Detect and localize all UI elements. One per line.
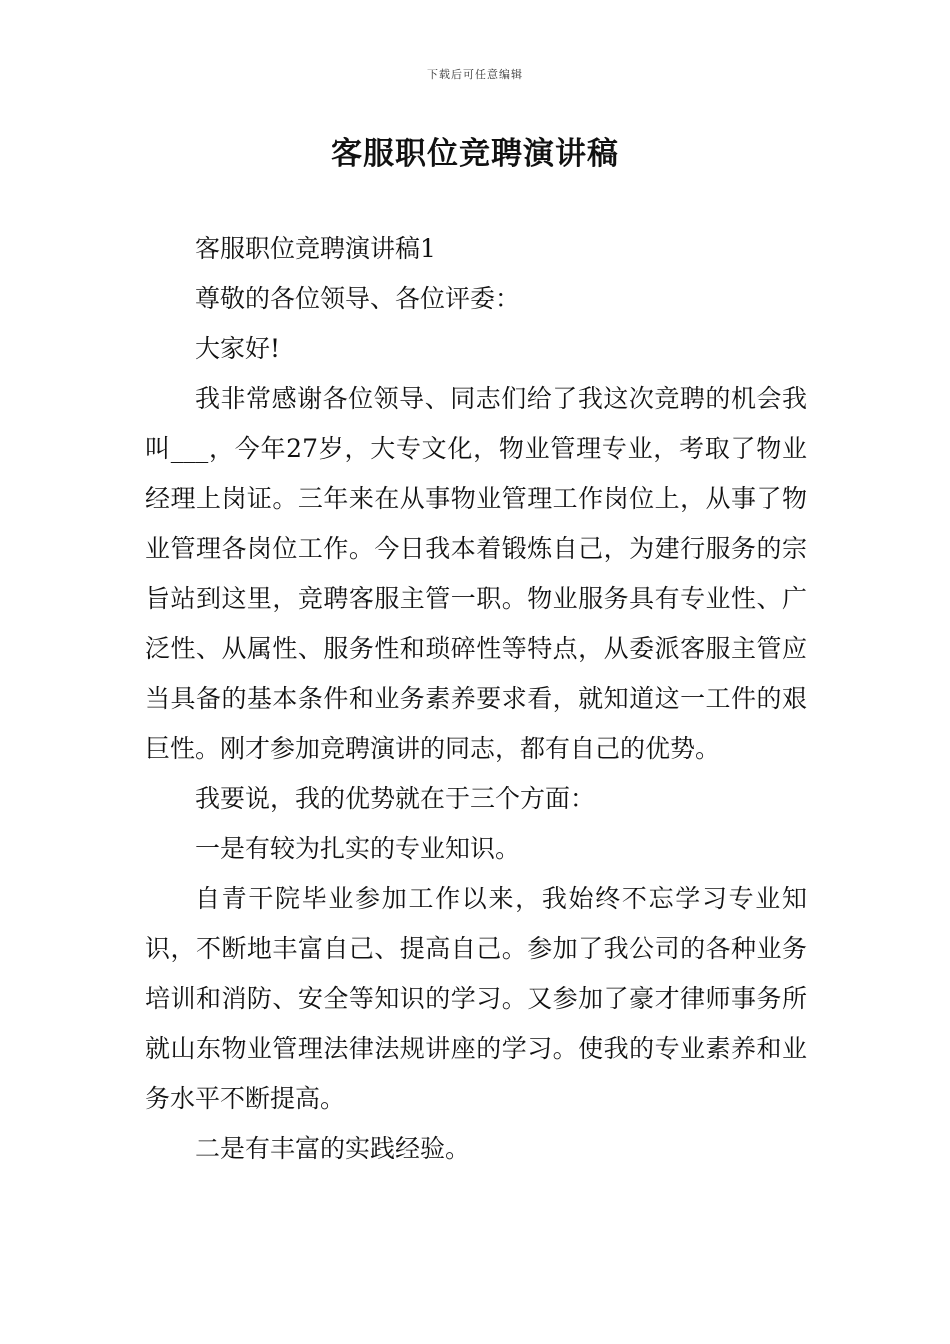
- paragraph-point-one: 一是有较为扎实的专业知识。: [195, 834, 521, 863]
- paragraph-point-two: 二是有丰富的实践经验。: [195, 1134, 471, 1163]
- paragraph-point-one-detail: 自青干院毕业参加工作以来，我始终不忘学习专业知识，不断地丰富自己、提高自己。参加了我公司的各种业务培训和消防、安全等知识的学习。又参加了豪才律师事务所就山东物业管理法律法规讲座的学习。使我的专业素养和业务水平不断提高。: [145, 884, 807, 1113]
- paragraph-introduction: 我非常感谢各位领导、同志们给了我这次竞聘的机会我叫___，今年27岁，大专文化，物业管理专业，考取了物业经理上岗证。三年来在从事物业管理工作岗位上，从事了物业管理各岗位工作。今日我本着锻炼自己，为建行服务的宗旨站到这里，竞聘客服主管一职。物业服务具有专业性、广泛性、从属性、服务性和琐碎性等特点，从委派客服主管应当具备的基本条件和业务素养要求看，就知道这一工件的艰巨性。刚才参加竞聘演讲的同志，都有自己的优势。: [145, 384, 807, 763]
- paragraph-salutation: 尊敬的各位领导、各位评委：: [195, 284, 521, 313]
- paragraph-advantages-intro: 我要说，我的优势就在于三个方面：: [195, 784, 596, 813]
- document-body: [145, 224, 807, 1174]
- paragraph-subtitle: 客服职位竞聘演讲稿1: [195, 234, 436, 263]
- paragraph-greeting: 大家好!: [195, 334, 281, 363]
- header-note: 下载后可任意编辑: [427, 68, 523, 81]
- document-title: 客服职位竞聘演讲稿: [331, 136, 619, 172]
